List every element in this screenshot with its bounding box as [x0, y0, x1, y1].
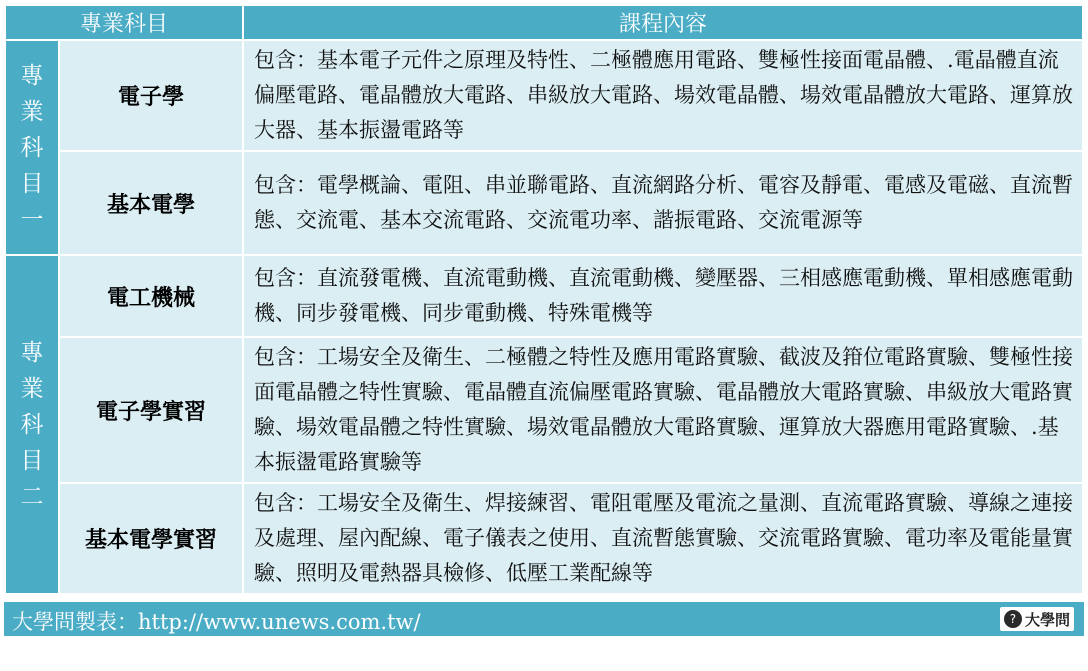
course-table	[4, 4, 1084, 595]
table-row	[5, 40, 1083, 151]
header-content: 課程內容	[243, 5, 1083, 40]
category-cell-2	[5, 255, 59, 594]
category-label-2: 專 業 科 目 二	[20, 339, 44, 510]
header-subject: 專業科目	[5, 5, 243, 40]
logo-icon: ?	[1004, 610, 1022, 628]
table-row	[5, 151, 1083, 255]
logo-text: 大學問	[1024, 610, 1070, 629]
table-header-row	[5, 5, 1083, 40]
content-cell: 包含：工場安全及衛生、焊接練習、電阻電壓及電流之量測、直流電路實驗、導線之連接及處理、屋內配線、電子儀表之使用、直流暫態實驗、交流電路實驗、電功率及電能量實驗、照明及電熱器具檢修、低壓工業配線等	[243, 483, 1083, 594]
subject-cell: 電子學實習	[59, 337, 243, 483]
subject-cell: 基本電學	[59, 151, 243, 255]
table-row	[5, 255, 1083, 337]
category-label-1: 專 業 科 目 一	[20, 62, 44, 233]
brand-logo	[1000, 607, 1074, 631]
subject-cell: 電子學	[59, 40, 243, 151]
content-cell: 包含：工場安全及衛生、二極體之特性及應用電路實驗、截波及箝位電路實驗、雙極性接面電晶體之特性實驗、電晶體直流偏壓電路實驗、電晶體放大電路實驗、串級放大電路實驗、場效電晶體之特性實驗、場效電晶體放大電路實驗、運算放大器應用電路實驗、.基本振盪電路實驗等	[243, 337, 1083, 483]
table-row	[5, 483, 1083, 594]
subject-cell: 基本電學實習	[59, 483, 243, 594]
table-row	[5, 337, 1083, 483]
subject-cell: 電工機械	[59, 255, 243, 337]
content-cell: 包含：基本電子元件之原理及特性、二極體應用電路、雙極性接面電晶體、.電晶體直流偏壓電路、電晶體放大電路、串級放大電路、場效電晶體、場效電晶體放大電路、運算放大器、基本振盪電路等	[243, 40, 1083, 151]
source-credit: 大學問製表：http://www.unews.com.tw/	[12, 610, 421, 634]
content-cell: 包含：直流發電機、直流電動機、直流電動機、變壓器、三相感應電動機、單相感應電動機、同步發電機、同步電動機、特殊電機等	[243, 255, 1083, 337]
category-cell-1	[5, 40, 59, 255]
content-cell: 包含：電學概論、電阻、串並聯電路、直流網路分析、電容及靜電、電感及電磁、直流暫態、交流電、基本交流電路、交流電功率、諧振電路、交流電源等	[243, 151, 1083, 255]
footer-bar	[4, 602, 1084, 636]
course-table-container	[4, 4, 1084, 638]
